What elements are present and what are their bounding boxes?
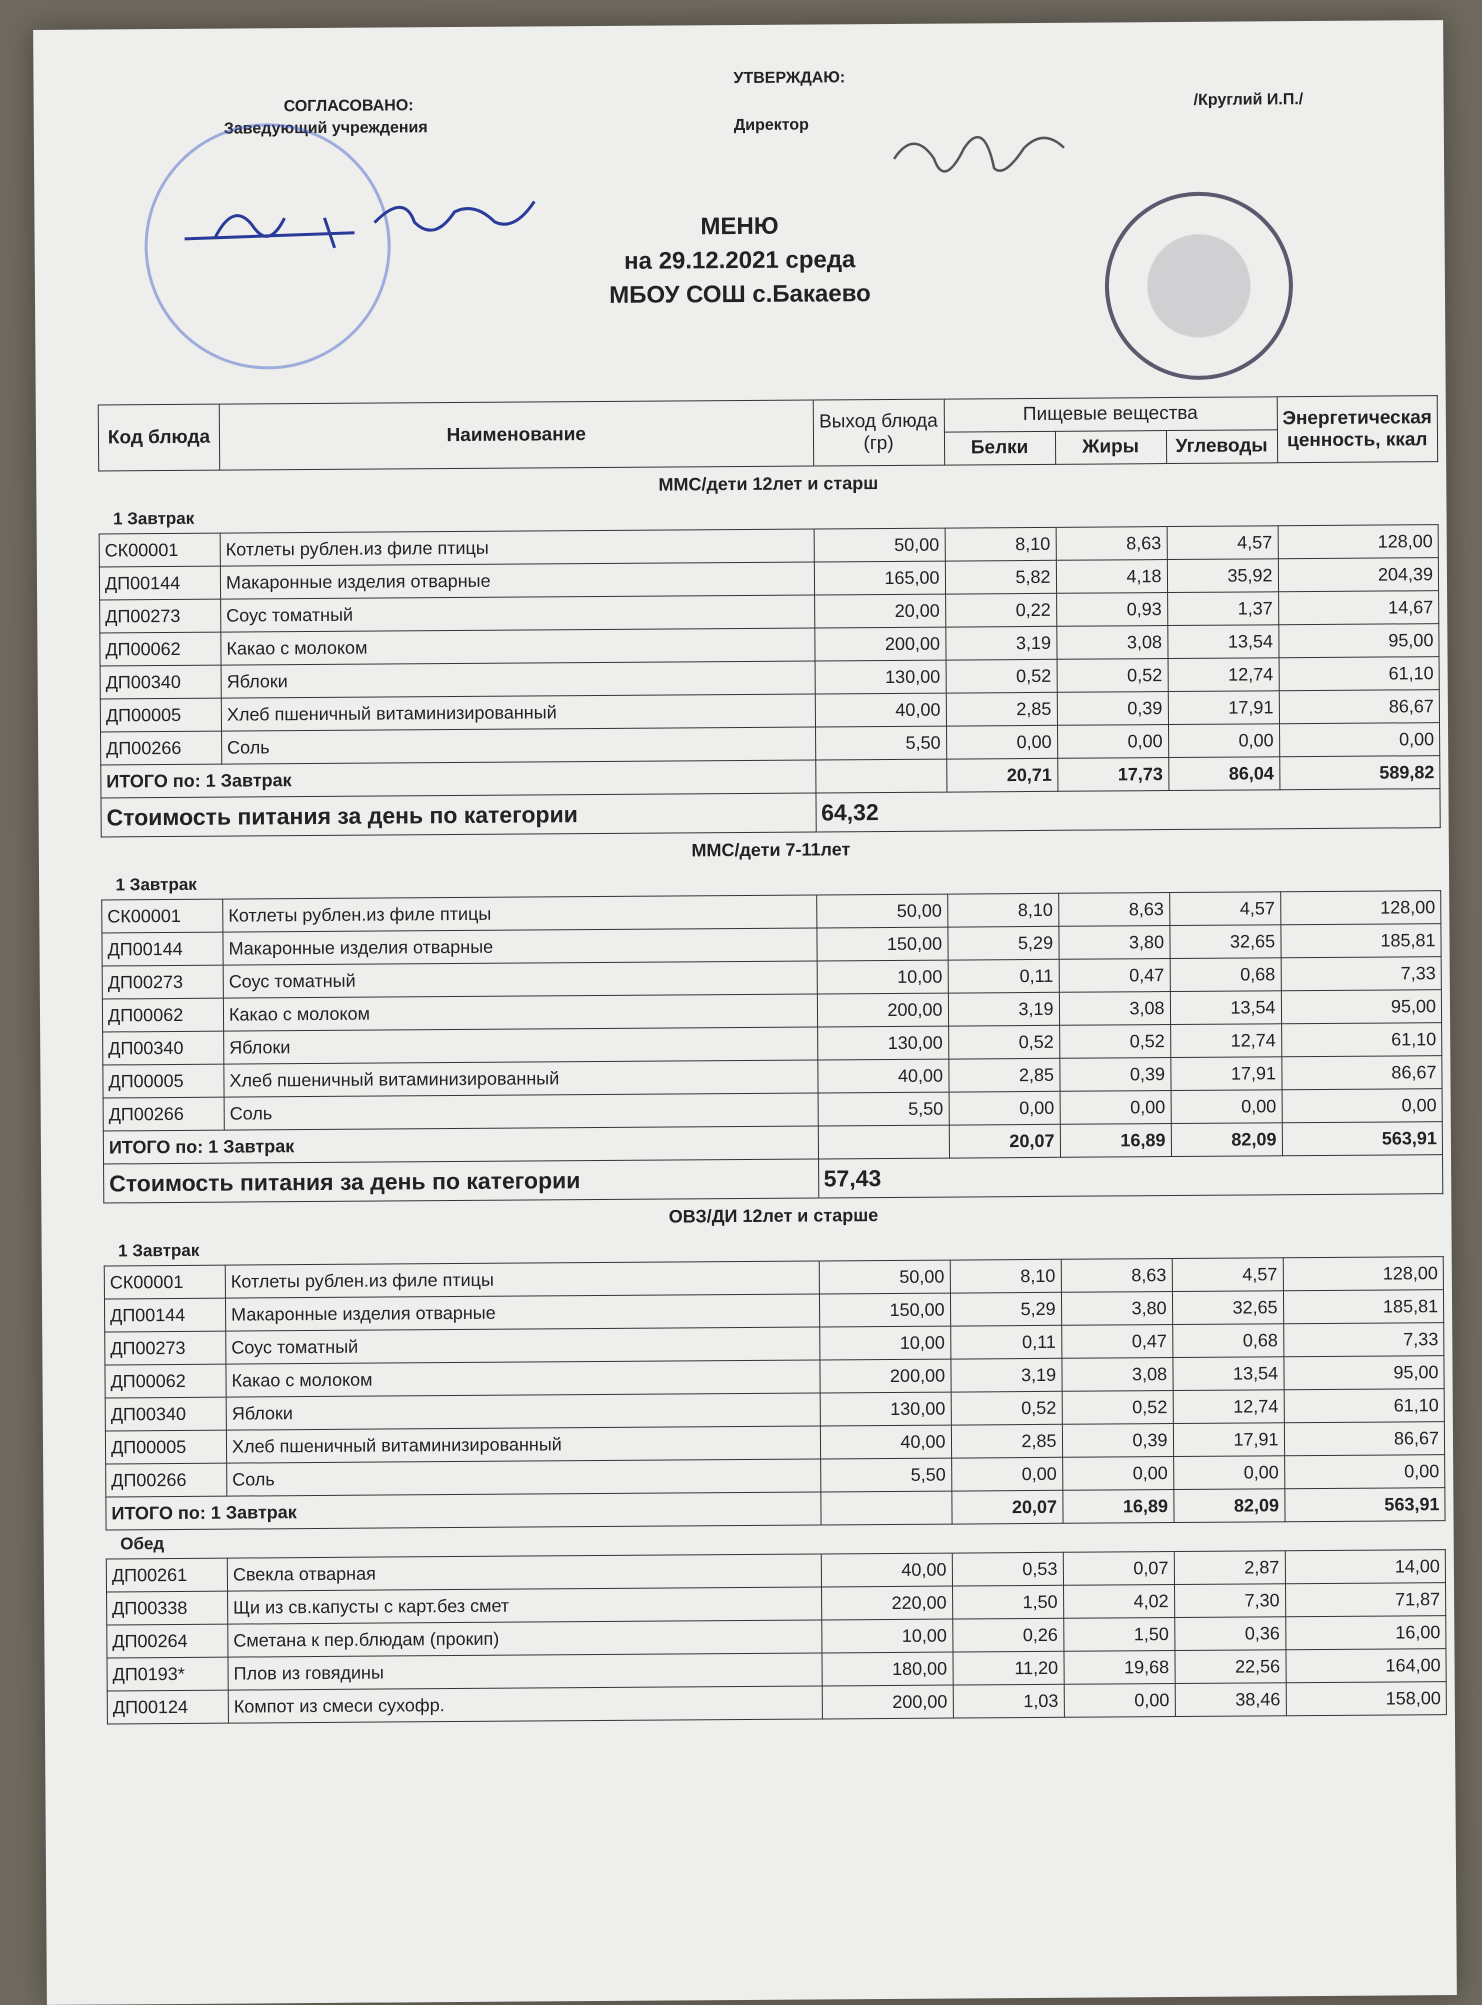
- dish-energy: 204,39: [1278, 558, 1439, 592]
- col-nutrients: Пищевые вещества: [944, 397, 1277, 432]
- dish-output: 10,00: [819, 1326, 950, 1360]
- col-carbs: Углеводы: [1166, 430, 1277, 464]
- col-name: Наименование: [219, 400, 813, 470]
- dish-name: Яблоки: [226, 1393, 820, 1430]
- dish-protein: 5,29: [947, 926, 1058, 960]
- dish-output: 40,00: [815, 693, 946, 727]
- dish-fat: 3,80: [1061, 1292, 1172, 1326]
- dish-fat: 3,08: [1059, 992, 1170, 1026]
- meal-title: 1 Завтрак: [115, 874, 197, 895]
- dish-carbs: 0,68: [1170, 958, 1281, 992]
- dish-energy: 16,00: [1285, 1616, 1446, 1650]
- dish-carbs: 0,00: [1168, 724, 1279, 758]
- dish-output: 40,00: [817, 1059, 948, 1093]
- document-page: [33, 20, 1457, 2005]
- menu-body: [99, 462, 1447, 1724]
- dish-name: Котлеты рублен.из филе птицы: [223, 895, 817, 932]
- dish-output: 40,00: [820, 1425, 951, 1459]
- dish-energy: 95,00: [1281, 990, 1442, 1024]
- dish-name: Какао с молоком: [223, 994, 817, 1031]
- total-output: [815, 759, 946, 793]
- dish-energy: 158,00: [1286, 1682, 1447, 1716]
- dish-energy: 185,81: [1283, 1290, 1444, 1324]
- dish-output: 10,00: [817, 960, 948, 994]
- total-label: ИТОГО по: 1 Завтрак: [101, 760, 816, 798]
- dish-carbs: 0,00: [1173, 1456, 1284, 1490]
- document-title: [34, 205, 1445, 317]
- dish-code: ДП00124: [107, 1690, 228, 1724]
- dish-name: Макаронные изделия отварные: [220, 562, 814, 599]
- dish-energy: 14,00: [1285, 1550, 1446, 1584]
- dish-name: Какао с молоком: [226, 1360, 820, 1397]
- dish-output: 200,00: [814, 627, 945, 661]
- dish-name: Котлеты рублен.из филе птицы: [220, 529, 814, 566]
- dish-protein: 2,85: [946, 692, 1057, 726]
- dish-protein: 0,52: [951, 1391, 1062, 1425]
- dish-code: ДП00340: [105, 1397, 226, 1431]
- dish-carbs: 1,37: [1167, 592, 1278, 626]
- dish-protein: 3,19: [945, 626, 1056, 660]
- dish-fat: 1,50: [1063, 1618, 1174, 1652]
- dish-carbs: 22,56: [1174, 1650, 1285, 1684]
- dish-protein: 2,85: [951, 1424, 1062, 1458]
- dish-code: ДП00266: [103, 1097, 224, 1131]
- dish-fat: 0,52: [1059, 1025, 1170, 1059]
- approve-label: УТВЕРЖДАЮ:: [733, 69, 846, 88]
- dish-carbs: 4,57: [1172, 1258, 1283, 1292]
- agreed-label: СОГЛАСОВАНО:: [283, 97, 414, 116]
- dish-name: Соль: [224, 1093, 818, 1130]
- dish-name: Хлеб пшеничный витаминизированный: [226, 1426, 820, 1463]
- dish-energy: 61,10: [1281, 1023, 1442, 1057]
- dish-energy: 95,00: [1278, 624, 1439, 658]
- dish-name: Яблоки: [221, 661, 815, 698]
- dish-fat: 8,63: [1056, 527, 1167, 561]
- dish-code: ДП00273: [105, 1331, 226, 1365]
- total-carbs: 82,09: [1171, 1123, 1282, 1157]
- dish-name: Свекла отварная: [227, 1554, 821, 1591]
- total-label: ИТОГО по: 1 Завтрак: [106, 1492, 821, 1530]
- director-name: /Круглий И.П./: [1193, 91, 1304, 109]
- dish-fat: 0,93: [1056, 593, 1167, 627]
- dish-energy: 61,10: [1279, 657, 1440, 691]
- dish-energy: 71,87: [1285, 1583, 1446, 1617]
- dish-carbs: 17,91: [1173, 1423, 1284, 1457]
- dish-name: Хлеб пшеничный витаминизированный: [224, 1060, 818, 1097]
- meal-title: 1 Завтрак: [118, 1240, 200, 1261]
- dish-energy: 7,33: [1283, 1323, 1444, 1357]
- dish-protein: 11,20: [953, 1651, 1064, 1685]
- dish-output: 150,00: [819, 1293, 950, 1327]
- dish-energy: 14,67: [1278, 591, 1439, 625]
- dish-code: ДП00266: [106, 1463, 227, 1497]
- director-signature: [884, 118, 1085, 209]
- dish-energy: 86,67: [1279, 690, 1440, 724]
- dish-energy: 86,67: [1284, 1422, 1445, 1456]
- dish-energy: 0,00: [1284, 1455, 1445, 1489]
- dish-energy: 0,00: [1279, 723, 1440, 757]
- col-fat: Жиры: [1055, 431, 1166, 465]
- total-fat: 16,89: [1062, 1490, 1173, 1524]
- dish-fat: 0,00: [1060, 1091, 1171, 1125]
- dish-energy: 95,00: [1283, 1356, 1444, 1390]
- dish-fat: 0,00: [1064, 1684, 1175, 1718]
- dish-output: 20,00: [814, 594, 945, 628]
- total-fat: 17,73: [1057, 758, 1168, 792]
- dish-fat: 0,39: [1059, 1058, 1170, 1092]
- agreed-position: Заведующий учреждения: [223, 119, 428, 138]
- dish-carbs: 17,91: [1168, 691, 1279, 725]
- title-menu: МЕНЮ: [700, 212, 779, 241]
- total-carbs: 86,04: [1168, 757, 1279, 791]
- dish-fat: 0,47: [1059, 959, 1170, 993]
- dish-protein: 0,11: [950, 1325, 1061, 1359]
- dish-name: Соус томатный: [223, 961, 817, 998]
- dish-carbs: 7,30: [1174, 1584, 1285, 1618]
- dish-energy: 128,00: [1283, 1257, 1444, 1291]
- dish-output: 50,00: [819, 1260, 950, 1294]
- dish-energy: 164,00: [1285, 1649, 1446, 1683]
- total-energy: 563,91: [1284, 1488, 1445, 1522]
- total-output: [820, 1491, 951, 1525]
- dish-carbs: 2,87: [1174, 1551, 1285, 1585]
- dish-protein: 3,19: [950, 1358, 1061, 1392]
- dish-fat: 0,52: [1057, 659, 1168, 693]
- dish-protein: 0,11: [948, 959, 1059, 993]
- total-protein: 20,07: [951, 1490, 1062, 1524]
- dish-protein: 5,82: [945, 560, 1056, 594]
- meal-title: Обед: [120, 1534, 165, 1554]
- dish-protein: 0,00: [951, 1457, 1062, 1491]
- dish-carbs: 17,91: [1170, 1057, 1281, 1091]
- dish-carbs: 13,54: [1167, 625, 1278, 659]
- dish-carbs: 13,54: [1172, 1357, 1283, 1391]
- dish-code: СК00001: [104, 1265, 225, 1299]
- dish-carbs: 12,74: [1168, 658, 1279, 692]
- cost-value: 57,43: [818, 1155, 1443, 1198]
- dish-output: 200,00: [822, 1685, 953, 1719]
- dish-output: 220,00: [821, 1586, 952, 1620]
- dish-name: Плов из говядины: [228, 1653, 822, 1690]
- dish-code: ДП0193*: [107, 1657, 228, 1691]
- dish-energy: 128,00: [1278, 525, 1439, 559]
- dish-protein: 1,50: [952, 1585, 1063, 1619]
- dish-code: ДП00062: [102, 998, 223, 1032]
- dish-protein: 5,29: [950, 1292, 1061, 1326]
- dish-fat: 0,39: [1062, 1424, 1173, 1458]
- dish-carbs: 0,00: [1171, 1090, 1282, 1124]
- dish-fat: 8,63: [1061, 1259, 1172, 1293]
- dish-code: ДП00264: [107, 1624, 228, 1658]
- dish-fat: 3,08: [1061, 1358, 1172, 1392]
- dish-name: Яблоки: [224, 1027, 818, 1064]
- dish-output: 5,50: [818, 1092, 949, 1126]
- dish-output: 130,00: [817, 1026, 948, 1060]
- dish-output: 165,00: [814, 561, 945, 595]
- meal-title: 1 Завтрак: [112, 508, 195, 529]
- cost-label: Стоимость питания за день по категории: [104, 1159, 819, 1203]
- dish-code: ДП00005: [103, 1064, 224, 1098]
- menu-table: [98, 395, 1447, 1724]
- dish-output: 5,50: [820, 1458, 951, 1492]
- dish-code: ДП00144: [99, 566, 220, 600]
- dish-output: 5,50: [815, 726, 946, 760]
- dish-fat: 0,39: [1057, 692, 1168, 726]
- dish-fat: 3,80: [1058, 926, 1169, 960]
- approve-position: Директор: [733, 116, 809, 135]
- dish-carbs: 13,54: [1170, 991, 1281, 1025]
- dish-protein: 0,53: [952, 1552, 1063, 1586]
- total-protein: 20,07: [949, 1124, 1060, 1158]
- total-energy: 563,91: [1282, 1122, 1443, 1156]
- dish-name: Соус томатный: [221, 595, 815, 632]
- dish-protein: 1,03: [953, 1684, 1064, 1718]
- dish-code: ДП00273: [102, 965, 223, 999]
- dish-name: Котлеты рублен.из филе птицы: [225, 1261, 819, 1298]
- dish-code: ДП00062: [100, 632, 221, 666]
- dish-code: ДП00266: [101, 731, 222, 765]
- dish-code: ДП00338: [107, 1591, 228, 1625]
- dish-protein: 0,00: [949, 1091, 1060, 1125]
- dish-output: 130,00: [815, 660, 946, 694]
- dish-code: ДП00340: [103, 1031, 224, 1065]
- dish-fat: 4,18: [1056, 560, 1167, 594]
- dish-code: СК00001: [99, 533, 220, 567]
- dish-protein: 0,52: [948, 1025, 1059, 1059]
- dish-protein: 3,19: [948, 992, 1059, 1026]
- col-protein: Белки: [944, 431, 1055, 465]
- dish-fat: 3,08: [1056, 626, 1167, 660]
- dish-output: 150,00: [816, 927, 947, 961]
- dish-name: Хлеб пшеничный витаминизированный: [221, 694, 815, 731]
- dish-name: Соль: [222, 727, 816, 764]
- col-energy: Энергетическая ценность, ккал: [1277, 396, 1438, 463]
- dish-protein: 8,10: [945, 527, 1056, 561]
- total-output: [818, 1125, 949, 1159]
- dish-fat: 19,68: [1063, 1651, 1174, 1685]
- dish-protein: 8,10: [947, 893, 1058, 927]
- title-school: МБОУ СОШ с.Бакаево: [609, 280, 871, 309]
- dish-carbs: 38,46: [1175, 1683, 1286, 1717]
- dish-code: ДП00273: [100, 599, 221, 633]
- col-output: Выход блюда (гр): [813, 399, 944, 466]
- dish-code: ДП00062: [105, 1364, 226, 1398]
- dish-protein: 0,26: [952, 1618, 1063, 1652]
- dish-code: ДП00340: [100, 665, 221, 699]
- dish-carbs: 35,92: [1167, 559, 1278, 593]
- dish-output: 50,00: [814, 528, 945, 562]
- cost-value: 64,32: [816, 789, 1441, 832]
- title-date: на 29.12.2021 среда: [624, 246, 856, 275]
- dish-name: Макаронные изделия отварные: [223, 928, 817, 965]
- col-code: Код блюда: [98, 404, 219, 471]
- dish-output: 200,00: [817, 993, 948, 1027]
- dish-name: Компот из смеси сухофр.: [228, 1686, 822, 1723]
- dish-output: 200,00: [819, 1359, 950, 1393]
- dish-protein: 2,85: [948, 1058, 1059, 1092]
- dish-carbs: 12,74: [1170, 1024, 1281, 1058]
- dish-protein: 0,00: [946, 725, 1057, 759]
- dish-code: ДП00005: [100, 698, 221, 732]
- dish-output: 180,00: [822, 1652, 953, 1686]
- dish-carbs: 4,57: [1169, 892, 1280, 926]
- dish-code: ДП00144: [102, 932, 223, 966]
- dish-protein: 0,22: [945, 593, 1056, 627]
- dish-fat: 0,07: [1063, 1552, 1174, 1586]
- dish-energy: 128,00: [1280, 891, 1441, 925]
- dish-name: Сметана к пер.блюдам (прокип): [228, 1620, 822, 1657]
- dish-code: СК00001: [102, 899, 223, 933]
- total-energy: 589,82: [1279, 756, 1440, 790]
- dish-carbs: 12,74: [1173, 1390, 1284, 1424]
- total-protein: 20,71: [946, 758, 1057, 792]
- dish-carbs: 0,68: [1172, 1324, 1283, 1358]
- dish-energy: 7,33: [1281, 957, 1442, 991]
- total-carbs: 82,09: [1173, 1489, 1284, 1523]
- dish-output: 130,00: [820, 1392, 951, 1426]
- dish-energy: 61,10: [1284, 1389, 1445, 1423]
- total-label: ИТОГО по: 1 Завтрак: [103, 1126, 818, 1164]
- dish-fat: 0,52: [1062, 1391, 1173, 1425]
- dish-name: Соль: [227, 1459, 821, 1496]
- section-title: ММС/дети 12лет и старш: [658, 472, 879, 495]
- cost-label: Стоимость питания за день по категории: [101, 793, 816, 837]
- section-title: ММС/дети 7-11лет: [691, 838, 851, 860]
- dish-name: Какао с молоком: [221, 628, 815, 665]
- dish-code: ДП00261: [106, 1558, 227, 1592]
- total-fat: 16,89: [1060, 1124, 1171, 1158]
- dish-fat: 0,00: [1057, 725, 1168, 759]
- dish-fat: 4,02: [1063, 1585, 1174, 1619]
- dish-code: ДП00005: [105, 1430, 226, 1464]
- dish-protein: 8,10: [950, 1259, 1061, 1293]
- dish-fat: 0,47: [1061, 1325, 1172, 1359]
- dish-protein: 0,52: [946, 659, 1057, 693]
- dish-energy: 0,00: [1282, 1089, 1443, 1123]
- dish-name: Щи из св.капусты с карт.без смет: [228, 1587, 822, 1624]
- dish-energy: 86,67: [1281, 1056, 1442, 1090]
- dish-carbs: 32,65: [1169, 925, 1280, 959]
- dish-carbs: 4,57: [1167, 526, 1278, 560]
- dish-name: Соус томатный: [226, 1327, 820, 1364]
- dish-fat: 8,63: [1058, 893, 1169, 927]
- dish-output: 40,00: [821, 1553, 952, 1587]
- dish-energy: 185,81: [1280, 924, 1441, 958]
- dish-code: ДП00144: [104, 1298, 225, 1332]
- dish-fat: 0,00: [1062, 1457, 1173, 1491]
- dish-name: Макаронные изделия отварные: [225, 1294, 819, 1331]
- section-title: ОВЗ/ДИ 12лет и старше: [668, 1204, 879, 1227]
- dish-output: 10,00: [821, 1619, 952, 1653]
- dish-output: 50,00: [816, 894, 947, 928]
- dish-carbs: 32,65: [1172, 1291, 1283, 1325]
- dish-carbs: 0,36: [1174, 1617, 1285, 1651]
